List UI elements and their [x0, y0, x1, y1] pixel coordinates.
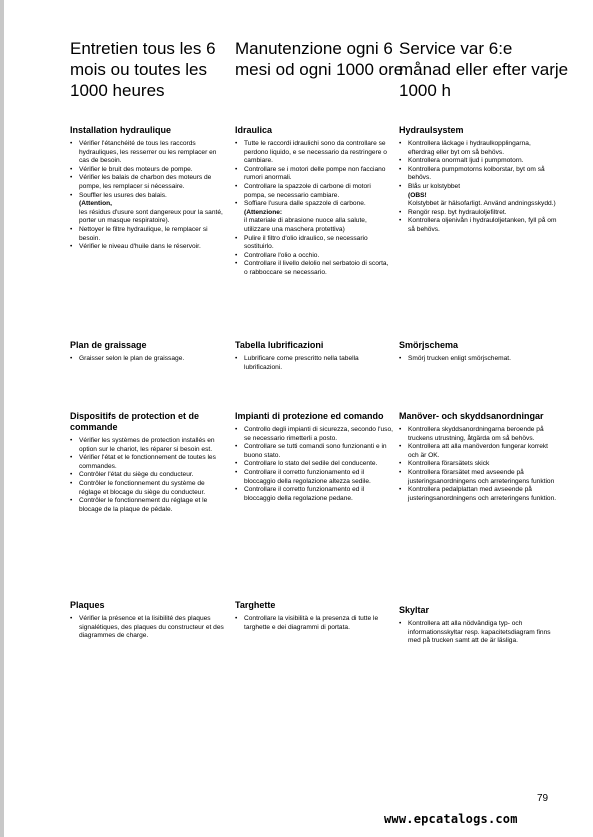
page-number: 79 [537, 793, 549, 804]
section-list [399, 140, 557, 235]
list-item: • Graisser selon le plan de graissage. [70, 355, 228, 364]
section [235, 125, 393, 278]
page-edge [0, 0, 4, 837]
section-list [399, 620, 557, 646]
section-list [70, 615, 228, 641]
section-title: Smörjschema [399, 340, 459, 350]
list-item: • Kontrollera läckage i hydraulkopplingarna, efterdrag eller byt om så behövs. [399, 140, 557, 157]
list-item: • Controllare se tutti comandi sono funzionanti e in buono stato. [235, 443, 393, 460]
list-item: les résidus d'usure sont dangereux pour la santé, porter un masque respiratoire). [79, 208, 223, 225]
section [399, 411, 557, 503]
section-title: Plaques [70, 600, 105, 610]
section-list [399, 426, 557, 503]
section [399, 605, 557, 646]
column-heading: Manutenzione ogni 6 mesi od ogni 1000 ore [235, 39, 404, 79]
section [235, 340, 393, 372]
list-item: • Contrôler le fonctionnement du système de réglage et blocage du siège du conducteur. [70, 480, 228, 497]
section-title: Installation hydraulique [70, 125, 172, 135]
list-item: • Controllare il livello delolio nel serbatoio di scorta, o rabboccare se necessario. [235, 260, 393, 277]
section-list [235, 426, 393, 503]
list-item: • Contrôler le fonctionnement du réglage et le blocage de la plaque de pédale. [70, 497, 228, 514]
section-list [235, 615, 393, 632]
list-item: • Nettoyer le filtre hydraulique, le remplacer si besoin. [70, 226, 228, 243]
list-item: • Controllare il corretto funzionamento ed il bloccaggio della regolazione altezza sedile. [235, 469, 393, 486]
section-title: Skyltar [399, 605, 430, 615]
list-item: • Kontrollera att alla nödvändiga typ- och informationsskyltar resp. kapacitetsdiagram finns med på trucken samt att de är läsliga. [399, 620, 557, 646]
watermark: www.epcatalogs.com [384, 812, 518, 826]
section-title: Manöver- och skyddsanordningar [399, 411, 544, 421]
list-item: • Blås ur kolstybbet [399, 183, 557, 192]
section [70, 125, 228, 252]
list-item: • Controllare l'olio a occhio. [235, 252, 393, 261]
section [399, 340, 557, 364]
list-item: • Contrôler l'état du siège du conducteur. [70, 471, 228, 480]
list-item: • Controllo degli impianti di sicurezza, secondo l'uso, se necessario rimetterli a posto. [235, 426, 393, 443]
list-item: • Vérifier les balais de charbon des moteurs de pompe, les remplacer si nécessaire. [70, 174, 228, 191]
column-heading: Service var 6:e månad eller efter varje 1000 h [399, 39, 569, 100]
list-item: • Kontrollera pumpmotorns kolborstar, byt om så behövs. [399, 166, 557, 183]
list-item: • Vérifier la présence et la lisibilité des plaques signalétiques, des plaques du constructeur et des diagrammes de charge. [70, 615, 228, 641]
section-list [399, 355, 557, 364]
list-item: • Vérifier l'état et le fonctionnement de toutes les commandes. [70, 454, 228, 471]
list-item: • Kontrollera förarsätet med avseende på justeringsanordningens och arreteringens funktion [399, 469, 557, 486]
column-heading: Entretien tous les 6 mois ou toutes les 1000 heures [70, 39, 216, 100]
list-item: • Controllare lo stato del sedile del conducente. [235, 460, 393, 469]
section-title: Impianti di protezione ed comando [235, 411, 384, 421]
section-list [70, 140, 228, 252]
list-item: • Tutte le raccordi idraulichi sono da controllare se perdono liquido, e se necessario da restringere o cambiare. [235, 140, 393, 166]
list-item: • Controllare la visibilità e la presenza di tutte le targhette e dei diagrammi di portata. [235, 615, 393, 632]
list-item: • Kontrollera oljenivån i hydrauloljetanken, fyll på om så behövs. [399, 217, 557, 234]
list-item: il materiale di abrasione nuoce alla salute, utilizzare una maschera protettiva) [244, 217, 367, 233]
list-item: (OBS! [408, 191, 427, 199]
section [70, 600, 228, 641]
list-item: • Kontrollera skyddsanordningarna beroende på truckens utrustning, åtgärda om så behövs. [399, 426, 557, 443]
list-item: • Controllare se i motori delle pompe non facciano rumori anormali. [235, 166, 393, 183]
list-item: • Pulire il filtro d'olio idraulico, se necessario sostituirlo. [235, 235, 393, 252]
list-item: • Vérifier le niveau d'huile dans le réservoir. [70, 243, 228, 252]
section [70, 340, 228, 364]
list-item: • Souffler les usures des balais. [70, 192, 228, 201]
list-item: • Kontrollera onormalt ljud i pumpmotorn. [399, 157, 557, 166]
section-title: Idraulica [235, 125, 273, 135]
section-title: Targhette [235, 600, 276, 610]
section-title: Hydraulsystem [399, 125, 464, 135]
list-item: • Kontrollera pedalplattan med avseende på justeringsanordningens och arreteringens funktion. [399, 486, 557, 503]
list-item: • Kontrollera förarsätets skick [399, 460, 557, 469]
section-list [70, 437, 228, 514]
section [235, 600, 393, 632]
list-item: • Controllare il corretto funzionamento ed il bloccaggio della regolazione pedane. [235, 486, 393, 503]
section-list [70, 355, 228, 364]
section [235, 411, 393, 503]
list-item: Kolstybbet är hälsofarligt. Använd andningsskydd.) [408, 200, 556, 208]
section-list [235, 140, 393, 278]
list-item: • Vérifier le bruit des moteurs de pompe. [70, 166, 228, 175]
section-title: Tabella lubrificazioni [235, 340, 324, 350]
list-item: (Attention, [79, 200, 112, 208]
list-item: • Lubrificare come prescritto nella tabella lubrificazioni. [235, 355, 393, 372]
list-item: • Rengör resp. byt hydrauloljefiltret. [399, 209, 557, 218]
section [70, 411, 228, 514]
list-item: • Soffiare l'usura dalle spazzole di carbone. [235, 200, 393, 209]
list-item: (Attenzione: [244, 208, 283, 216]
list-item: • Smörj trucken enligt smörjschemat. [399, 355, 557, 364]
list-item: • Kontrollera att alla manöverdon fungerar korrekt och är OK. [399, 443, 557, 460]
section-list [235, 355, 393, 372]
section [399, 125, 557, 235]
section-title: Plan de graissage [70, 340, 147, 350]
list-item: • Vérifier l'étanchéité de tous les raccords hydrauliques, les resserrer ou les remplacer en cas de besoin. [70, 140, 228, 166]
section-title: Dispositifs de protection et de commande [70, 411, 200, 432]
list-item: • Controllare la spazzole di carbone di motori pompa, se necessario cambiare. [235, 183, 393, 200]
list-item: • Vérifier les systèmes de protection installés en option sur le chariot, les réparer si besoin est. [70, 437, 228, 454]
